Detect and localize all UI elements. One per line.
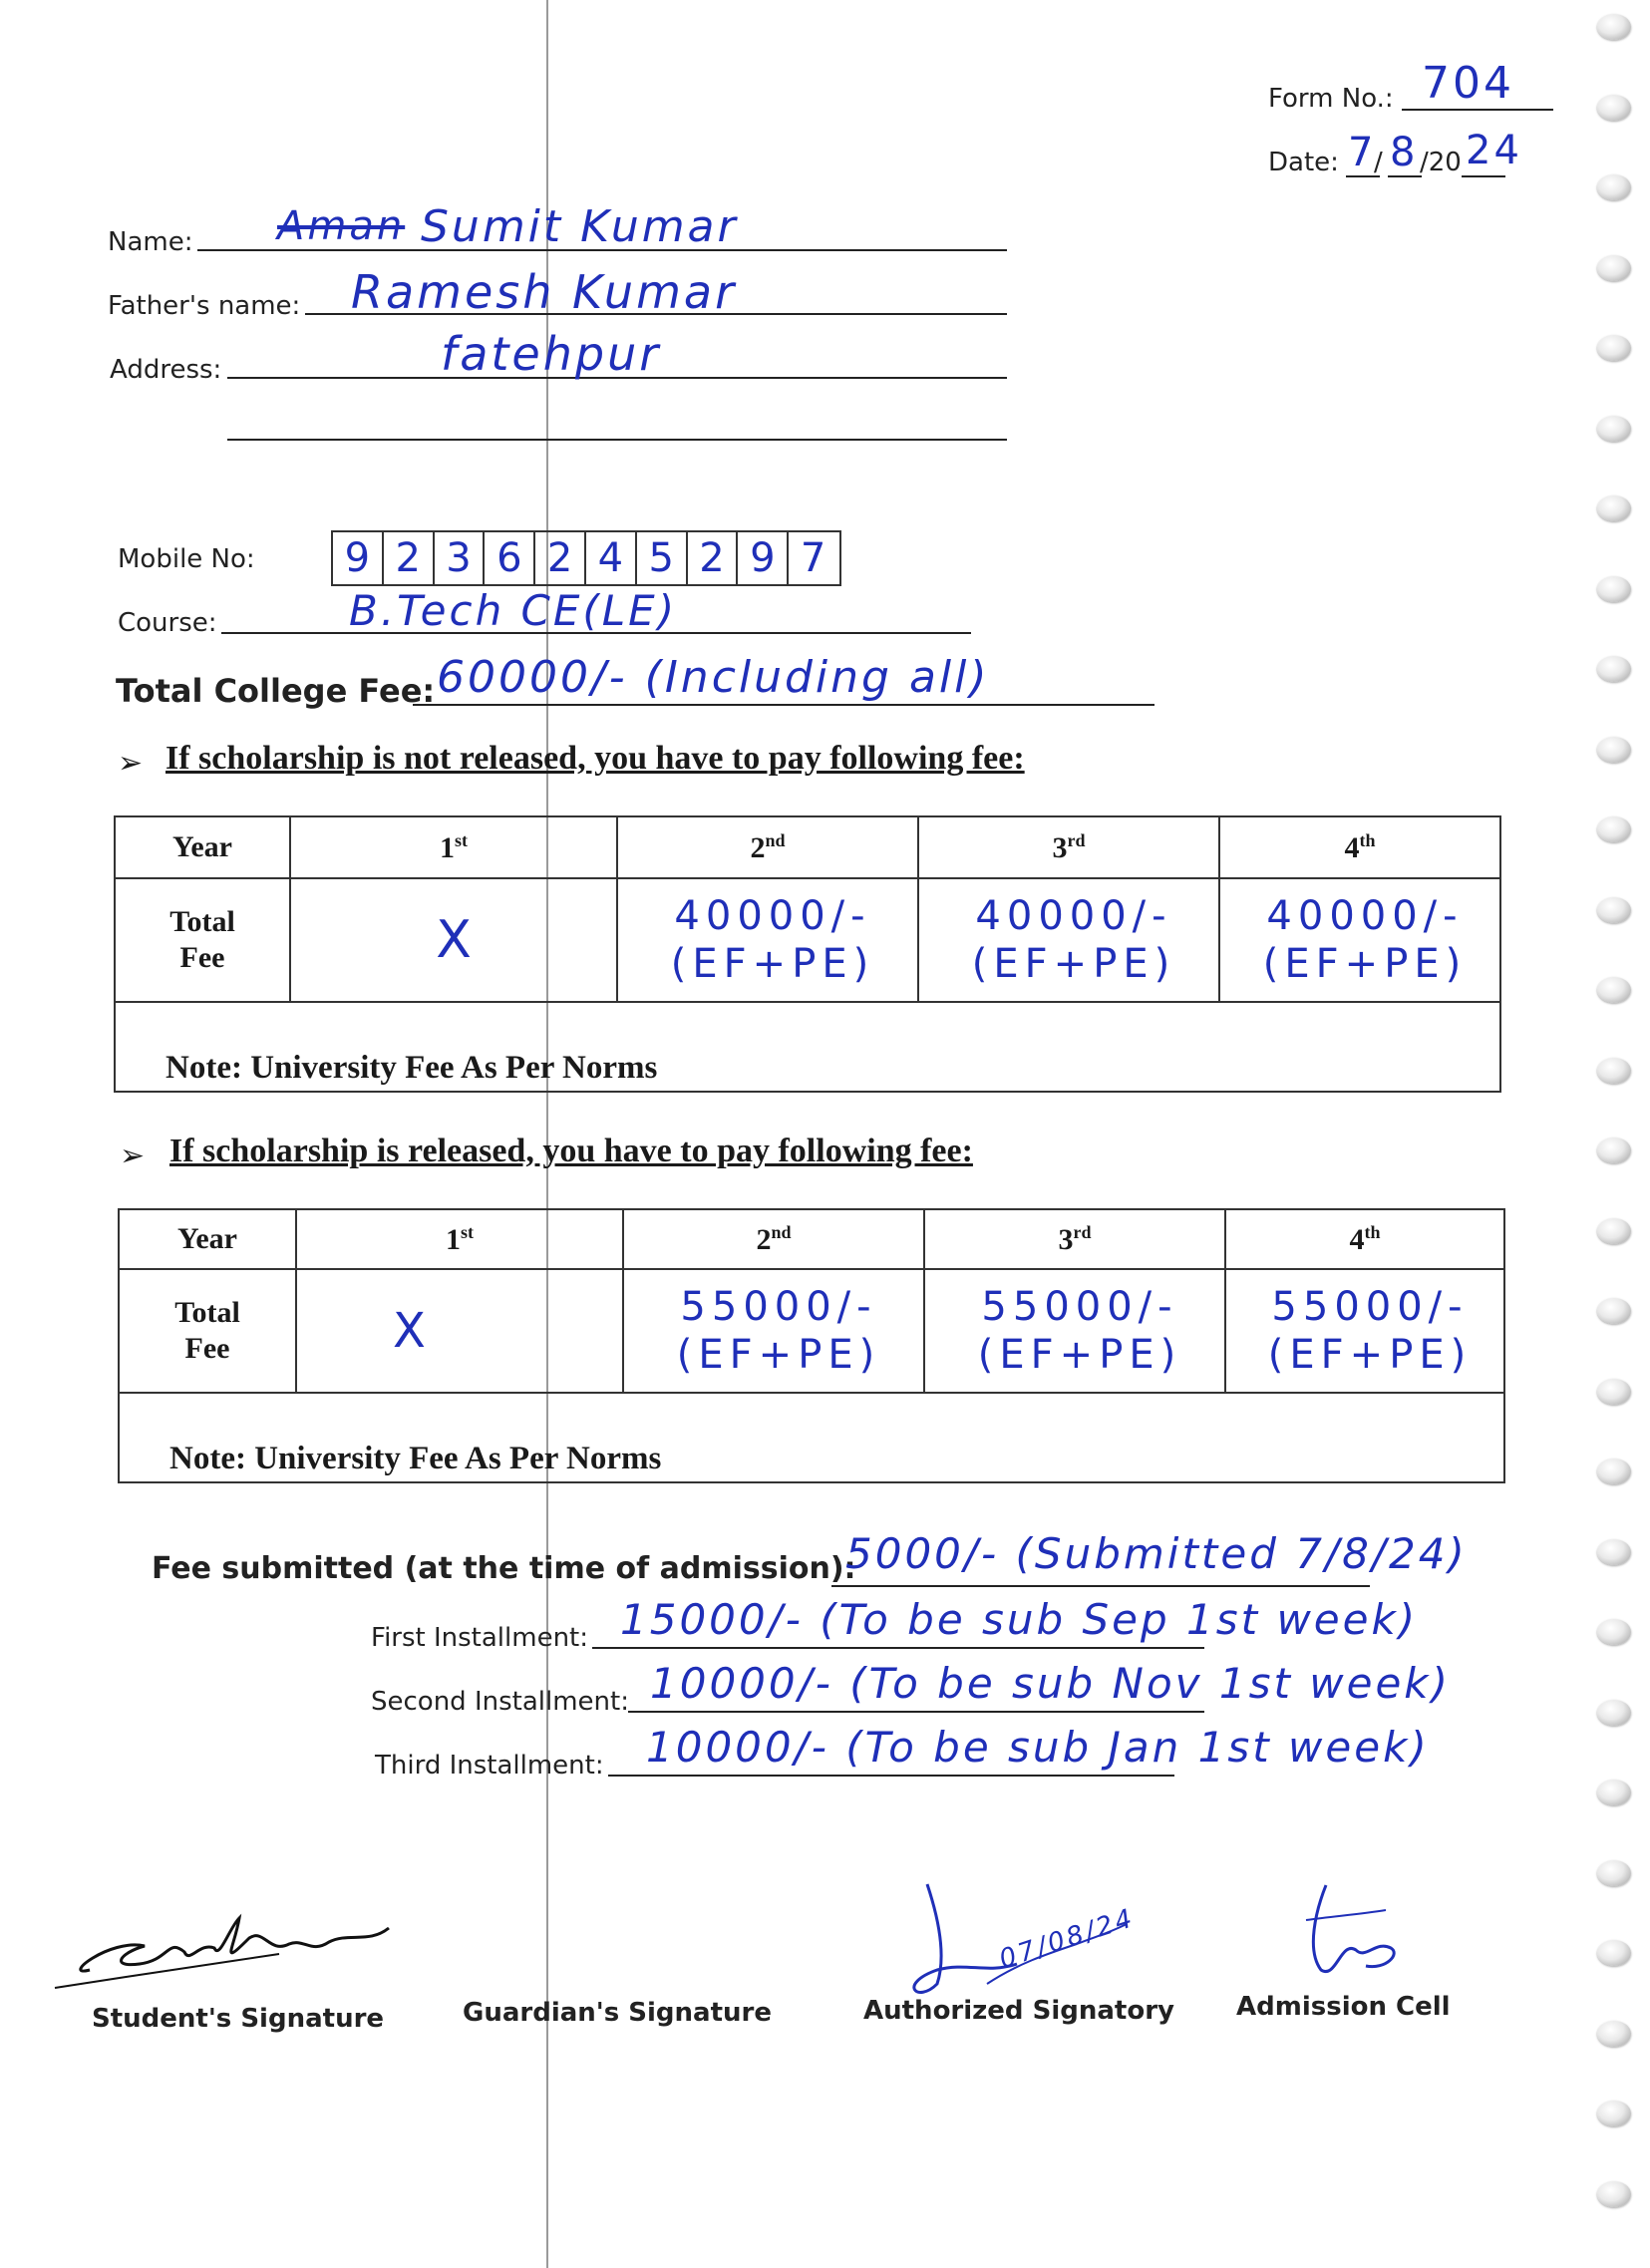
year-2-fee: 40000/- (EF+PE) [617, 878, 918, 1002]
mobile-digit-box: 2 [688, 532, 739, 584]
binding-hole [1597, 656, 1631, 682]
year-2-fee: 55000/- (EF+PE) [623, 1269, 924, 1393]
year-4-fee: 55000/- (EF+PE) [1225, 1269, 1504, 1393]
binding-hole [1597, 1539, 1631, 1565]
binding-hole [1597, 495, 1631, 521]
address-line-2 [227, 439, 1007, 441]
total-college-fee-label: Total College Fee: [116, 672, 436, 710]
year-3-fee: 40000/- (EF+PE) [918, 878, 1219, 1002]
mobile-number-boxes [331, 530, 841, 586]
year-1-header: 1st [296, 1209, 623, 1269]
year-2-header: 2nd [623, 1209, 924, 1269]
mobile-digit-box: 5 [637, 532, 688, 584]
fee-table-released [118, 1208, 1505, 1483]
year-header: Year [115, 816, 290, 878]
address-value: fatehpur [441, 327, 662, 381]
total-college-fee-line [413, 704, 1155, 706]
year-3-header: 3rd [918, 816, 1219, 878]
form-no-label: Form No.: [1268, 84, 1394, 114]
fee-table-not-released [114, 815, 1501, 1093]
admission-cell-label: Admission Cell [1236, 1992, 1451, 2022]
year-1-fee: X [296, 1269, 623, 1393]
fee-submitted-label: Fee submitted (at the time of admission): [152, 1551, 856, 1586]
binding-hole [1597, 1619, 1631, 1645]
student-signature-label: Student's Signature [92, 2004, 385, 2034]
binding-hole [1597, 2021, 1631, 2047]
binding-hole [1597, 816, 1631, 842]
binding-hole [1597, 737, 1631, 763]
spiral-binding-holes [1593, 0, 1650, 2268]
section-heading-not-released: If scholarship is not released, you have to pay following fee: [165, 740, 1025, 777]
student-signature-mark [50, 1898, 409, 2008]
total-fee-row-label: Total Fee [115, 878, 290, 1002]
date-year: 24 [1466, 128, 1522, 173]
first-installment-label: First Installment: [371, 1623, 589, 1653]
date-century: /20 [1420, 148, 1462, 177]
date-label: Date: [1268, 148, 1339, 177]
third-installment-value: 10000/- (To be sub Jan 1st week) [646, 1723, 1430, 1772]
second-installment-line [628, 1711, 1204, 1713]
binding-hole [1597, 1298, 1631, 1324]
name-value: Sumit Kumar [421, 201, 739, 252]
second-installment-label: Second Installment: [371, 1687, 629, 1717]
binding-hole [1597, 416, 1631, 442]
mobile-digit-box: 3 [435, 532, 486, 584]
father-name-value: Ramesh Kumar [351, 265, 737, 319]
binding-hole [1597, 1860, 1631, 1886]
address-label: Address: [110, 355, 222, 385]
binding-hole [1597, 1940, 1631, 1966]
table-row [115, 816, 1500, 878]
binding-hole [1597, 14, 1631, 40]
binding-hole [1597, 576, 1631, 602]
mobile-digit-box: 9 [738, 532, 789, 584]
binding-hole [1597, 1137, 1631, 1163]
binding-hole [1597, 1700, 1631, 1726]
binding-hole [1597, 95, 1631, 121]
year-4-header: 4th [1219, 816, 1500, 878]
first-installment-line [592, 1647, 1204, 1649]
binding-hole [1597, 174, 1631, 200]
mobile-digit-box: 9 [333, 532, 384, 584]
year-4-header: 4th [1225, 1209, 1504, 1269]
binding-hole [1597, 977, 1631, 1003]
table-row [115, 1002, 1500, 1092]
father-name-label: Father's name: [108, 291, 301, 321]
name-label: Name: [108, 227, 193, 257]
binding-hole [1597, 2101, 1631, 2126]
binding-hole [1597, 2181, 1631, 2207]
binding-hole [1597, 335, 1631, 361]
bullet-arrow-icon: ➢ [120, 1139, 146, 1172]
university-fee-note: Note: University Fee As Per Norms [115, 1002, 1500, 1092]
binding-hole [1597, 897, 1631, 923]
table-row [115, 878, 1500, 1002]
mobile-digit-box: 2 [384, 532, 435, 584]
mobile-digit-box: 7 [800, 535, 826, 581]
table-row [119, 1209, 1504, 1269]
authorized-signature-date: 07/08/24 [995, 1902, 1139, 1976]
binding-hole [1597, 1058, 1631, 1084]
binding-hole [1597, 1218, 1631, 1244]
fee-submitted-value: 5000/- (Submitted 7/8/24) [845, 1529, 1468, 1578]
date-month: 8 [1390, 130, 1419, 175]
total-fee-row-label: Total Fee [119, 1269, 296, 1393]
form-no-value: 704 [1422, 58, 1514, 109]
total-college-fee-value: 60000/- (Including all) [437, 652, 990, 703]
date-day: 7 [1348, 130, 1377, 175]
year-1-header: 1st [290, 816, 617, 878]
binding-hole [1597, 255, 1631, 281]
course-label: Course: [118, 608, 217, 638]
mobile-digit-box: 2 [535, 532, 586, 584]
binding-hole [1597, 1780, 1631, 1805]
mobile-digit-box: 4 [586, 532, 637, 584]
table-row [119, 1269, 1504, 1393]
binding-hole [1597, 1379, 1631, 1405]
table-row [119, 1393, 1504, 1482]
section-heading-released: If scholarship is released, you have to pay following fee: [169, 1133, 973, 1169]
year-3-header: 3rd [924, 1209, 1225, 1269]
bullet-arrow-icon: ➢ [118, 747, 144, 780]
year-2-header: 2nd [617, 816, 918, 878]
fee-submitted-line [831, 1585, 1370, 1587]
admission-cell-signature-mark [1266, 1880, 1416, 1990]
authorized-signatory-label: Authorized Signatory [863, 1996, 1174, 2026]
form-no-line [1402, 109, 1553, 111]
first-installment-value: 15000/- (To be sub Sep 1st week) [620, 1595, 1419, 1644]
year-header: Year [119, 1209, 296, 1269]
mobile-label: Mobile No: [118, 544, 255, 574]
second-installment-value: 10000/- (To be sub Nov 1st week) [650, 1659, 1452, 1708]
name-struck: Aman [277, 203, 406, 249]
university-fee-note: Note: University Fee As Per Norms [119, 1393, 1504, 1482]
binding-hole [1597, 1458, 1631, 1484]
third-installment-line [608, 1775, 1174, 1777]
third-installment-label: Third Installment: [375, 1751, 604, 1781]
year-1-fee: X [290, 878, 617, 1002]
year-3-fee: 55000/- (EF+PE) [924, 1269, 1225, 1393]
mobile-digit-box: 6 [485, 532, 535, 584]
guardian-signature-label: Guardian's Signature [463, 1998, 772, 2028]
year-4-fee: 40000/- (EF+PE) [1219, 878, 1500, 1002]
course-value: B.Tech CE(LE) [349, 586, 678, 635]
